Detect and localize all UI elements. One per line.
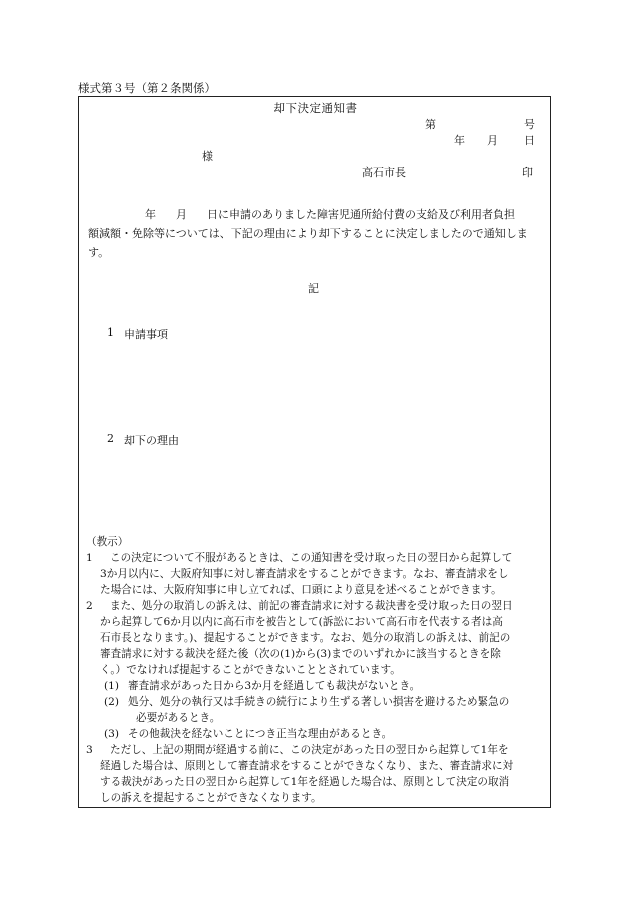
issuer-name: 高石市長 <box>362 166 406 179</box>
paragraph-line: また、処分の取消しの訴えは、前記の審査請求に対する裁決書を受け取った日の翌日 <box>110 600 513 612</box>
paragraph-line: 経過した場合は、原則として審査請求をすることができなくなり、また、審査請求に対 <box>100 760 514 772</box>
date-day: 日 <box>524 134 535 147</box>
condition-line: 必要があるとき。 <box>136 712 221 724</box>
intro-paragraph <box>88 205 548 262</box>
intro-line2: 額減額・免除等については、下記の理由により却下することに決定しましたので通知しま <box>88 227 528 240</box>
document-frame <box>78 96 551 808</box>
paragraph-line: から起算して6か月以内に高石市を被告として(訴訟において高石市を代表する者は高 <box>100 616 503 628</box>
condition-line: 審査請求があった日から3か月を経過しても裁決がないとき。 <box>128 680 421 692</box>
document-title: 却下決定通知書 <box>273 101 358 115</box>
paragraph-number: 1 <box>86 552 93 564</box>
paragraph-line: 石市長となります。)、提起することができます。なお、処分の取消しの訴えは、前記の <box>100 632 511 644</box>
paragraph-number: 3 <box>86 744 93 756</box>
date-year: 年 <box>454 134 465 147</box>
paragraph-line: く。）でなければ提起することができないこととされています。 <box>100 664 401 676</box>
form-number-label: 様式第３号（第２条関係） <box>78 81 216 95</box>
condition-line: その他裁決を経ないことにつき正当な理由があるとき。 <box>128 728 393 740</box>
item-label-reason: 却下の理由 <box>124 434 179 447</box>
paragraph-line: 3か月以内に、大阪府知事に対し審査請求をすることができます。なお、審査請求をし <box>100 568 509 580</box>
intro-year: 年 <box>145 208 156 221</box>
instruction-section <box>86 534 546 806</box>
item-number-2: 2 <box>107 432 114 445</box>
intro-line1: 日に申請のありました障害児通所給付費の支給及び利用者負担 <box>207 208 515 221</box>
number-prefix: 第 <box>425 118 436 131</box>
number-suffix: 号 <box>524 118 535 131</box>
paragraph-line: しの訴えを提起することができなくなります。 <box>100 792 322 804</box>
instruction-paragraph-2 <box>86 598 546 678</box>
paragraph-line: する裁決があった日の翌日から起算して1年を経過した場合は、原則として決定の取消 <box>100 776 510 788</box>
instruction-paragraph-3 <box>86 742 546 806</box>
condition-number: (3) <box>104 728 120 740</box>
date-month: 月 <box>487 134 498 147</box>
intro-month: 月 <box>176 208 187 221</box>
condition-number: (2) <box>104 696 120 708</box>
paragraph-line: ただし、上記の期間が経過する前に、この決定があった日の翌日から起算して1年を <box>110 744 509 756</box>
seal-mark: 印 <box>522 166 533 179</box>
condition-item-3 <box>86 726 546 742</box>
addressee-honorific: 様 <box>202 150 213 163</box>
instruction-paragraph-1 <box>86 550 546 598</box>
condition-line: 処分、処分の執行又は手続きの続行により生ずる著しい損害を避けるため緊急の <box>128 696 510 708</box>
item-number-1: 1 <box>107 326 114 339</box>
item-label-application: 申請事項 <box>124 328 168 341</box>
condition-item-1 <box>86 678 546 694</box>
ki-heading: 記 <box>308 282 319 295</box>
instruction-heading: （教示） <box>86 536 129 548</box>
condition-number: (1) <box>104 680 120 692</box>
paragraph-line: た場合には、大阪府知事に申し立てれば、口頭により意見を述べることができます。 <box>100 584 502 596</box>
paragraph-line: 審査請求に対する裁決を経た後（次の(1)から(3)までのいずれかに該当するときを除 <box>100 648 501 660</box>
condition-item-2 <box>86 694 546 726</box>
paragraph-number: 2 <box>86 600 93 612</box>
paragraph-line: この決定について不服があるときは、この通知書を受け取った日の翌日から起算して <box>110 552 513 564</box>
intro-line3: す。 <box>88 246 110 259</box>
